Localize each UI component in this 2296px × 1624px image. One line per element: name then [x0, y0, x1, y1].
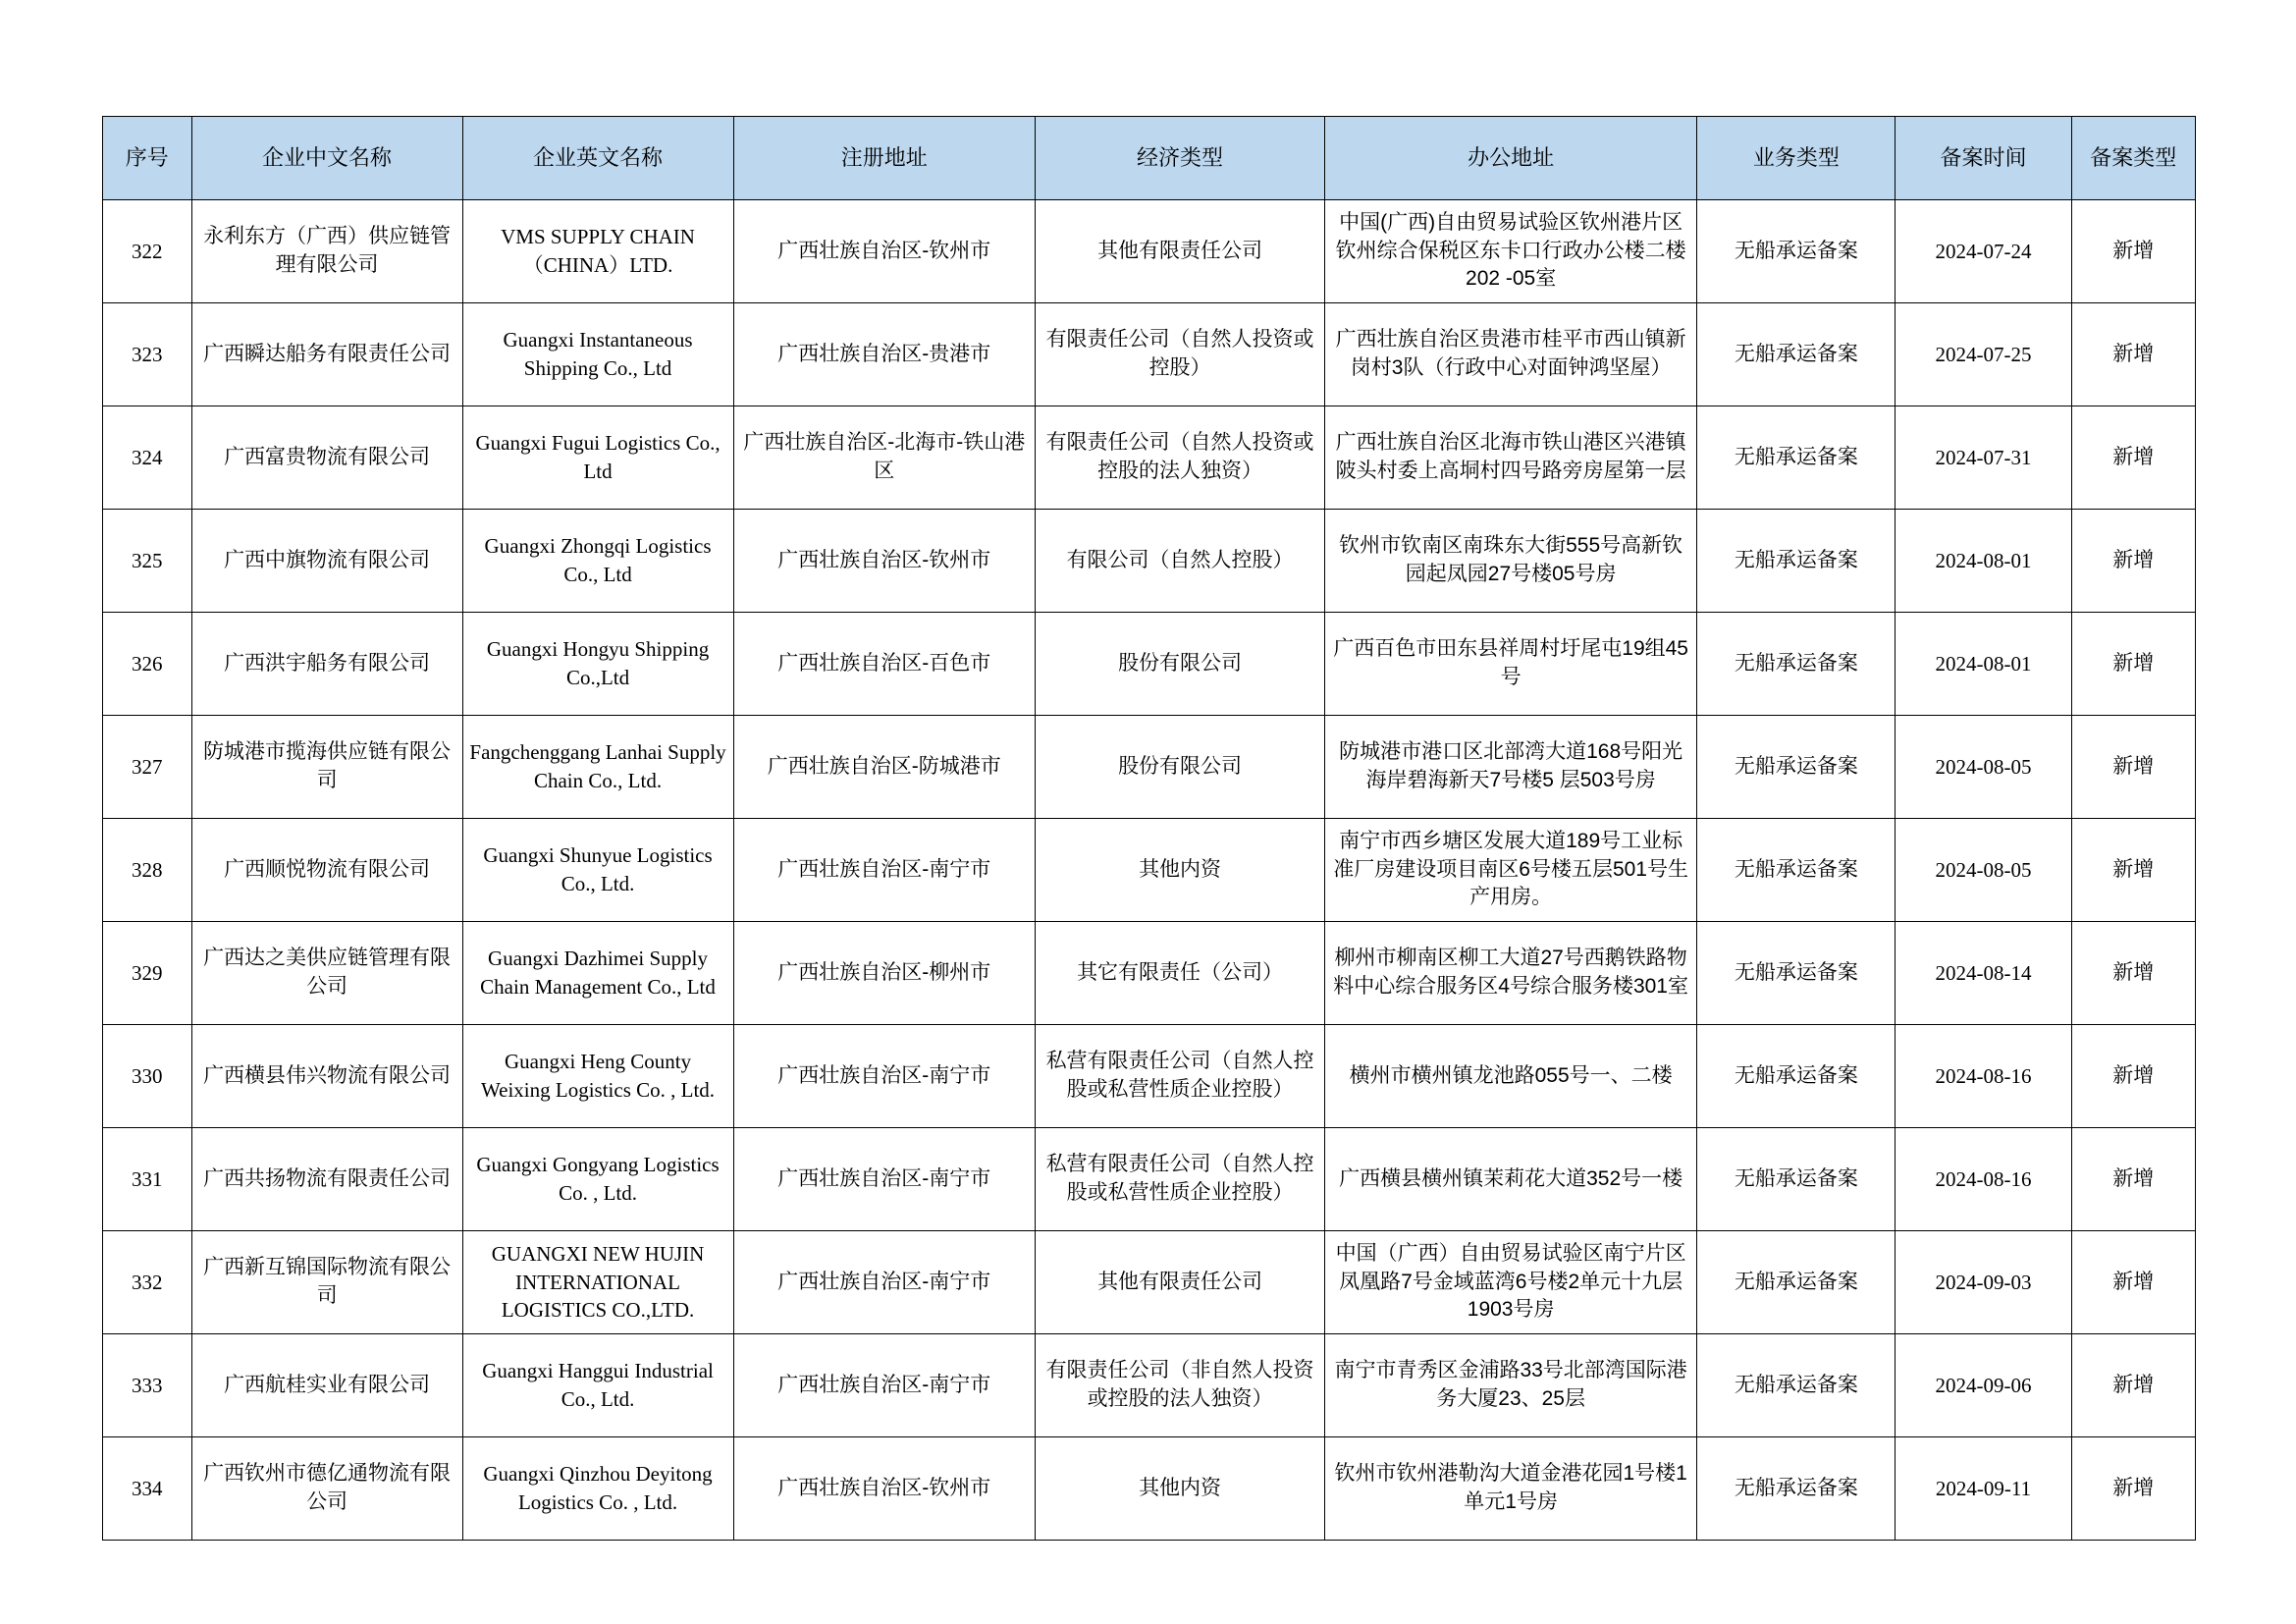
cell-name-cn: 广西富贵物流有限公司	[191, 406, 462, 510]
table-row	[103, 819, 2196, 922]
cell-business-type: 无船承运备案	[1697, 819, 1896, 922]
cell-seq: 327	[103, 716, 192, 819]
table-row	[103, 922, 2196, 1025]
cell-record-type: 新增	[2071, 1334, 2195, 1437]
cell-seq: 332	[103, 1231, 192, 1334]
header-office-address: 办公地址	[1325, 117, 1697, 200]
cell-record-date: 2024-07-25	[1896, 303, 2071, 406]
cell-name-en: Fangchenggang Lanhai Supply Chain Co., Ltd.	[462, 716, 733, 819]
cell-name-cn: 广西航桂实业有限公司	[191, 1334, 462, 1437]
cell-seq: 328	[103, 819, 192, 922]
cell-name-cn: 广西洪宇船务有限公司	[191, 613, 462, 716]
table-row	[103, 406, 2196, 510]
cell-business-type: 无船承运备案	[1697, 922, 1896, 1025]
cell-record-type: 新增	[2071, 613, 2195, 716]
header-business-type: 业务类型	[1697, 117, 1896, 200]
cell-business-type: 无船承运备案	[1697, 1128, 1896, 1231]
table-row	[103, 1128, 2196, 1231]
table-header	[103, 117, 2196, 200]
cell-record-date: 2024-08-16	[1896, 1128, 2071, 1231]
cell-name-en: Guangxi Hongyu Shipping Co.,Ltd	[462, 613, 733, 716]
cell-reg-address: 广西壮族自治区-南宁市	[733, 1334, 1036, 1437]
cell-record-date: 2024-07-31	[1896, 406, 2071, 510]
cell-economic-type: 私营有限责任公司（自然人控股或私营性质企业控股）	[1036, 1128, 1325, 1231]
cell-name-en: Guangxi Dazhimei Supply Chain Management Co., Ltd	[462, 922, 733, 1025]
table-row	[103, 200, 2196, 303]
cell-reg-address: 广西壮族自治区-南宁市	[733, 1128, 1036, 1231]
cell-reg-address: 广西壮族自治区-百色市	[733, 613, 1036, 716]
cell-seq: 334	[103, 1437, 192, 1541]
cell-office-address: 广西横县横州镇茉莉花大道352号一楼	[1325, 1128, 1697, 1231]
cell-business-type: 无船承运备案	[1697, 1437, 1896, 1541]
cell-office-address: 钦州市钦州港勒沟大道金港花园1号楼1单元1号房	[1325, 1437, 1697, 1541]
records-table	[102, 116, 2196, 1541]
table-row	[103, 613, 2196, 716]
cell-name-cn: 广西达之美供应链管理有限公司	[191, 922, 462, 1025]
cell-seq: 331	[103, 1128, 192, 1231]
cell-business-type: 无船承运备案	[1697, 716, 1896, 819]
cell-record-type: 新增	[2071, 406, 2195, 510]
cell-record-date: 2024-08-05	[1896, 716, 2071, 819]
cell-name-cn: 广西横县伟兴物流有限公司	[191, 1025, 462, 1128]
cell-name-en: GUANGXI NEW HUJIN INTERNATIONAL LOGISTICS CO.,LTD.	[462, 1231, 733, 1334]
cell-business-type: 无船承运备案	[1697, 200, 1896, 303]
cell-record-type: 新增	[2071, 1437, 2195, 1541]
cell-name-en: Guangxi Fugui Logistics Co., Ltd	[462, 406, 733, 510]
cell-office-address: 钦州市钦南区南珠东大街555号高新钦园起凤园27号楼05号房	[1325, 510, 1697, 613]
table-row	[103, 1437, 2196, 1541]
table-row	[103, 1334, 2196, 1437]
cell-name-en: Guangxi Heng County Weixing Logistics Co. , Ltd.	[462, 1025, 733, 1128]
table-row	[103, 303, 2196, 406]
cell-record-date: 2024-08-01	[1896, 510, 2071, 613]
header-economic-type: 经济类型	[1036, 117, 1325, 200]
cell-seq: 330	[103, 1025, 192, 1128]
cell-record-type: 新增	[2071, 1231, 2195, 1334]
cell-reg-address: 广西壮族自治区-贵港市	[733, 303, 1036, 406]
cell-office-address: 南宁市西乡塘区发展大道189号工业标准厂房建设项目南区6号楼五层501号生产用房。	[1325, 819, 1697, 922]
cell-name-en: Guangxi Instantaneous Shipping Co., Ltd	[462, 303, 733, 406]
header-name-cn: 企业中文名称	[191, 117, 462, 200]
cell-record-type: 新增	[2071, 922, 2195, 1025]
cell-record-type: 新增	[2071, 716, 2195, 819]
header-seq: 序号	[103, 117, 192, 200]
records-table-container	[102, 116, 2196, 1541]
cell-name-en: Guangxi Qinzhou Deyitong Logistics Co. , Ltd.	[462, 1437, 733, 1541]
cell-economic-type: 股份有限公司	[1036, 716, 1325, 819]
cell-office-address: 南宁市青秀区金浦路33号北部湾国际港务大厦23、25层	[1325, 1334, 1697, 1437]
cell-economic-type: 有限责任公司（非自然人投资或控股的法人独资）	[1036, 1334, 1325, 1437]
cell-office-address: 广西百色市田东县祥周村圩尾屯19组45号	[1325, 613, 1697, 716]
cell-reg-address: 广西壮族自治区-北海市-铁山港区	[733, 406, 1036, 510]
header-name-en: 企业英文名称	[462, 117, 733, 200]
cell-office-address: 防城港市港口区北部湾大道168号阳光海岸碧海新天7号楼5 层503号房	[1325, 716, 1697, 819]
cell-reg-address: 广西壮族自治区-钦州市	[733, 1437, 1036, 1541]
header-record-type: 备案类型	[2071, 117, 2195, 200]
cell-name-cn: 广西共扬物流有限责任公司	[191, 1128, 462, 1231]
cell-record-type: 新增	[2071, 303, 2195, 406]
cell-economic-type: 私营有限责任公司（自然人控股或私营性质企业控股）	[1036, 1025, 1325, 1128]
cell-record-date: 2024-08-16	[1896, 1025, 2071, 1128]
cell-economic-type: 其它有限责任（公司）	[1036, 922, 1325, 1025]
table-row	[103, 510, 2196, 613]
table-body	[103, 200, 2196, 1541]
cell-seq: 325	[103, 510, 192, 613]
table-row	[103, 1231, 2196, 1334]
cell-office-address: 广西壮族自治区贵港市桂平市西山镇新岗村3队（行政中心对面钟鸿坚屋）	[1325, 303, 1697, 406]
cell-business-type: 无船承运备案	[1697, 1025, 1896, 1128]
cell-reg-address: 广西壮族自治区-钦州市	[733, 200, 1036, 303]
cell-name-en: Guangxi Zhongqi Logistics Co., Ltd	[462, 510, 733, 613]
cell-record-type: 新增	[2071, 1128, 2195, 1231]
cell-record-type: 新增	[2071, 819, 2195, 922]
header-record-date: 备案时间	[1896, 117, 2071, 200]
header-row	[103, 117, 2196, 200]
cell-name-en: Guangxi Hanggui Industrial Co., Ltd.	[462, 1334, 733, 1437]
cell-reg-address: 广西壮族自治区-防城港市	[733, 716, 1036, 819]
cell-record-date: 2024-09-03	[1896, 1231, 2071, 1334]
cell-office-address: 中国（广西）自由贸易试验区南宁片区凤凰路7号金域蓝湾6号楼2单元十九层1903号房	[1325, 1231, 1697, 1334]
cell-record-date: 2024-09-11	[1896, 1437, 2071, 1541]
cell-reg-address: 广西壮族自治区-南宁市	[733, 1231, 1036, 1334]
header-reg-address: 注册地址	[733, 117, 1036, 200]
cell-office-address: 广西壮族自治区北海市铁山港区兴港镇陂头村委上高垌村四号路旁房屋第一层	[1325, 406, 1697, 510]
cell-name-cn: 永利东方（广西）供应链管理有限公司	[191, 200, 462, 303]
cell-economic-type: 有限公司（自然人控股）	[1036, 510, 1325, 613]
cell-name-cn: 广西顺悦物流有限公司	[191, 819, 462, 922]
cell-seq: 329	[103, 922, 192, 1025]
cell-seq: 322	[103, 200, 192, 303]
cell-seq: 333	[103, 1334, 192, 1437]
cell-business-type: 无船承运备案	[1697, 510, 1896, 613]
cell-record-date: 2024-08-14	[1896, 922, 2071, 1025]
cell-record-date: 2024-08-01	[1896, 613, 2071, 716]
cell-economic-type: 其他内资	[1036, 819, 1325, 922]
cell-business-type: 无船承运备案	[1697, 303, 1896, 406]
cell-office-address: 中国(广西)自由贸易试验区钦州港片区钦州综合保税区东卡口行政办公楼二楼202 -05室	[1325, 200, 1697, 303]
cell-name-cn: 防城港市揽海供应链有限公司	[191, 716, 462, 819]
cell-economic-type: 其他内资	[1036, 1437, 1325, 1541]
cell-reg-address: 广西壮族自治区-南宁市	[733, 1025, 1036, 1128]
cell-office-address: 横州市横州镇龙池路055号一、二楼	[1325, 1025, 1697, 1128]
cell-economic-type: 有限责任公司（自然人投资或控股的法人独资）	[1036, 406, 1325, 510]
cell-record-date: 2024-07-24	[1896, 200, 2071, 303]
cell-name-en: Guangxi Shunyue Logistics Co., Ltd.	[462, 819, 733, 922]
cell-economic-type: 有限责任公司（自然人投资或控股）	[1036, 303, 1325, 406]
cell-economic-type: 其他有限责任公司	[1036, 200, 1325, 303]
cell-seq: 323	[103, 303, 192, 406]
cell-seq: 326	[103, 613, 192, 716]
cell-office-address: 柳州市柳南区柳工大道27号西鹅铁路物料中心综合服务区4号综合服务楼301室	[1325, 922, 1697, 1025]
cell-name-cn: 广西新互锦国际物流有限公司	[191, 1231, 462, 1334]
cell-name-en: VMS SUPPLY CHAIN（CHINA）LTD.	[462, 200, 733, 303]
cell-business-type: 无船承运备案	[1697, 406, 1896, 510]
cell-seq: 324	[103, 406, 192, 510]
cell-business-type: 无船承运备案	[1697, 1231, 1896, 1334]
cell-record-date: 2024-09-06	[1896, 1334, 2071, 1437]
cell-record-type: 新增	[2071, 510, 2195, 613]
cell-economic-type: 股份有限公司	[1036, 613, 1325, 716]
cell-reg-address: 广西壮族自治区-钦州市	[733, 510, 1036, 613]
cell-reg-address: 广西壮族自治区-南宁市	[733, 819, 1036, 922]
cell-economic-type: 其他有限责任公司	[1036, 1231, 1325, 1334]
cell-business-type: 无船承运备案	[1697, 1334, 1896, 1437]
cell-record-type: 新增	[2071, 1025, 2195, 1128]
cell-name-cn: 广西瞬达船务有限责任公司	[191, 303, 462, 406]
table-row	[103, 716, 2196, 819]
cell-business-type: 无船承运备案	[1697, 613, 1896, 716]
cell-name-cn: 广西中旗物流有限公司	[191, 510, 462, 613]
cell-name-cn: 广西钦州市德亿通物流有限公司	[191, 1437, 462, 1541]
cell-name-en: Guangxi Gongyang Logistics Co. , Ltd.	[462, 1128, 733, 1231]
table-row	[103, 1025, 2196, 1128]
cell-reg-address: 广西壮族自治区-柳州市	[733, 922, 1036, 1025]
cell-record-date: 2024-08-05	[1896, 819, 2071, 922]
cell-record-type: 新增	[2071, 200, 2195, 303]
